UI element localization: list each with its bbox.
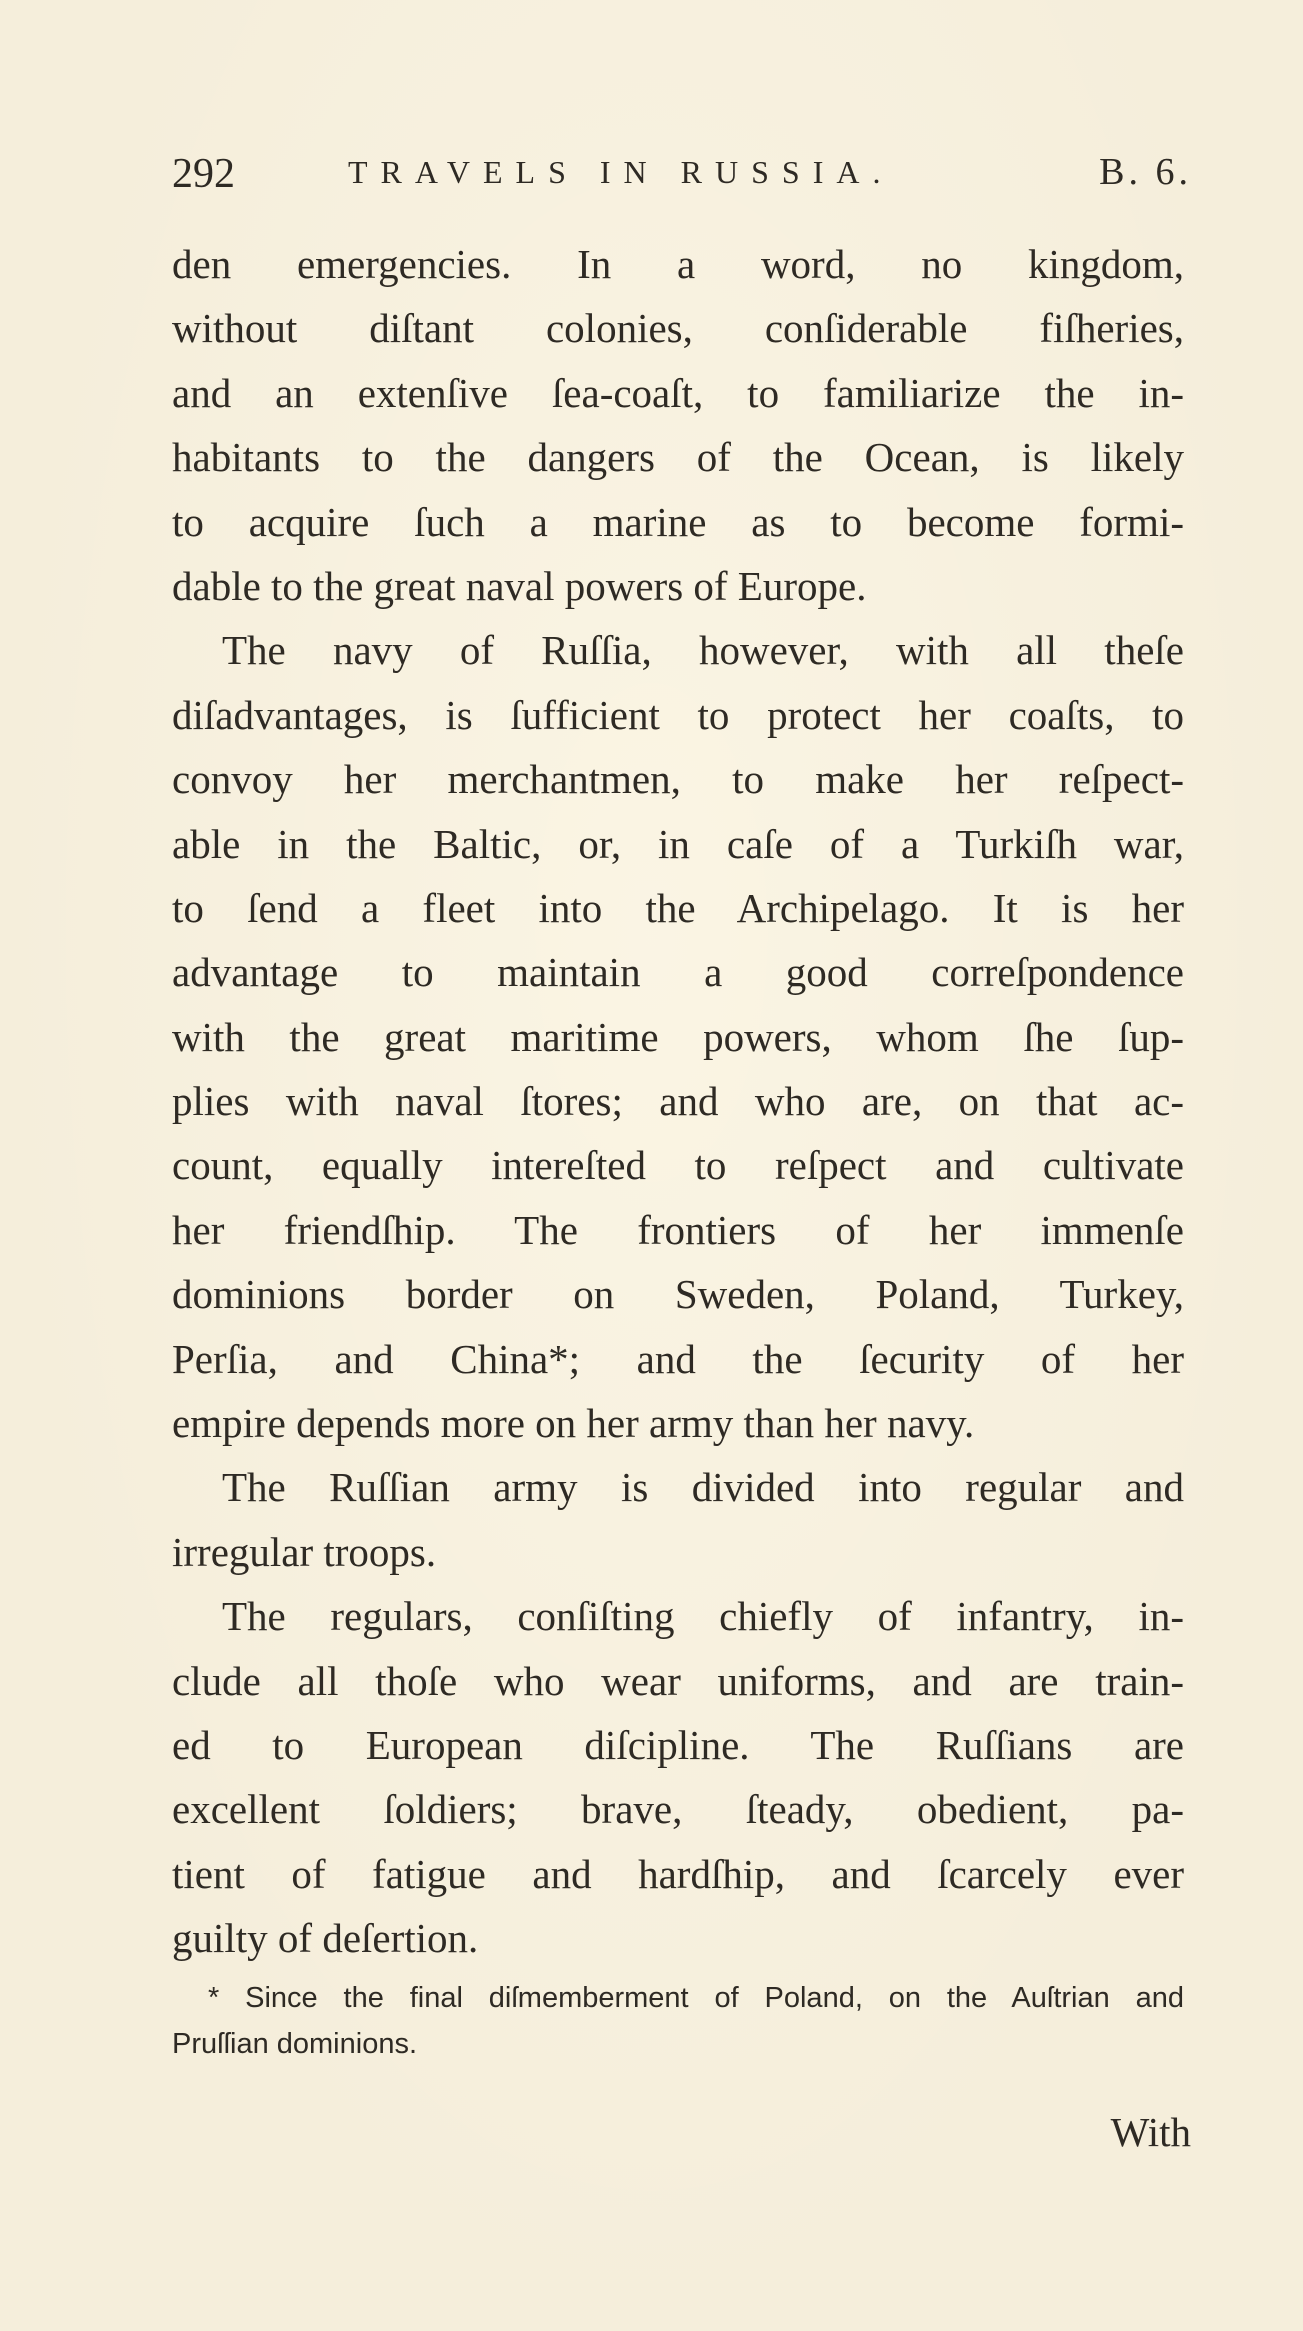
text-line: diſadvantages, is ſufficient to protect her coaſts, to: [172, 691, 1184, 738]
footnote-line: * Since the final diſmemberment of Poland, on the Auſtrian and: [208, 1982, 1184, 2014]
text-line: able in the Baltic, or, in caſe of a Turkiſh war,: [172, 820, 1184, 867]
paragraph-start-line: The Ruſſian army is divided into regular and: [222, 1464, 1184, 1511]
book-reference: B. 6.: [1099, 151, 1192, 193]
text-line: convoy her merchantmen, to make her reſpect-: [172, 756, 1184, 803]
text-line: her friendſhip. The frontiers of her immenſe: [172, 1206, 1184, 1253]
body-text: [172, 232, 1184, 1971]
text-line: without diſtant colonies, conſiderable fiſheries,: [172, 305, 1184, 352]
running-title: TRAVELS IN RUSSIA.: [348, 154, 894, 190]
text-line: guilty of deſertion.: [172, 1915, 479, 1962]
page-number: 292: [172, 151, 235, 197]
text-line: tient of fatigue and hardſhip, and ſcarcely ever: [172, 1850, 1184, 1897]
catchword: With: [1110, 2109, 1191, 2155]
running-header: [172, 150, 1192, 210]
paragraph-start-line: The regulars, conſiſting chiefly of infantry, in-: [222, 1593, 1184, 1640]
text-line: and an extenſive ſea-coaſt, to familiarize the in-: [172, 369, 1184, 416]
text-line: plies with naval ſtores; and who are, on that ac-: [172, 1078, 1184, 1125]
text-line: Perſia, and China*; and the ſecurity of her: [172, 1335, 1184, 1382]
paragraph-start-line: The navy of Ruſſia, however, with all theſe: [222, 627, 1184, 674]
text-line: count, equally intereſted to reſpect and cultivate: [172, 1142, 1184, 1189]
text-line: empire depends more on her army than her navy.: [172, 1400, 975, 1447]
text-line: to ſend a fleet into the Archipelago. It is her: [172, 884, 1184, 931]
text-line: irregular troops.: [172, 1528, 437, 1575]
text-line: habitants to the dangers of the Ocean, is likely: [172, 434, 1184, 481]
text-line: dominions border on Sweden, Poland, Turkey,: [172, 1271, 1184, 1318]
text-line: excellent ſoldiers; brave, ſteady, obedient, pa-: [172, 1786, 1184, 1833]
footnote: [172, 1975, 1184, 2067]
text-line: den emergencies. In a word, no kingdom,: [172, 241, 1184, 287]
footnote-line: Pruſſian dominions.: [172, 2028, 418, 2060]
text-line: clude all thoſe who wear uniforms, and are train-: [172, 1657, 1184, 1704]
text-line: dable to the great naval powers of Europe.: [172, 562, 867, 609]
text-line: advantage to maintain a good correſpondence: [172, 949, 1184, 996]
text-line: ed to European diſcipline. The Ruſſians are: [172, 1721, 1184, 1768]
text-line: to acquire ſuch a marine as to become formi-: [172, 498, 1184, 545]
text-line: with the great maritime powers, whom ſhe ſup-: [172, 1013, 1184, 1060]
